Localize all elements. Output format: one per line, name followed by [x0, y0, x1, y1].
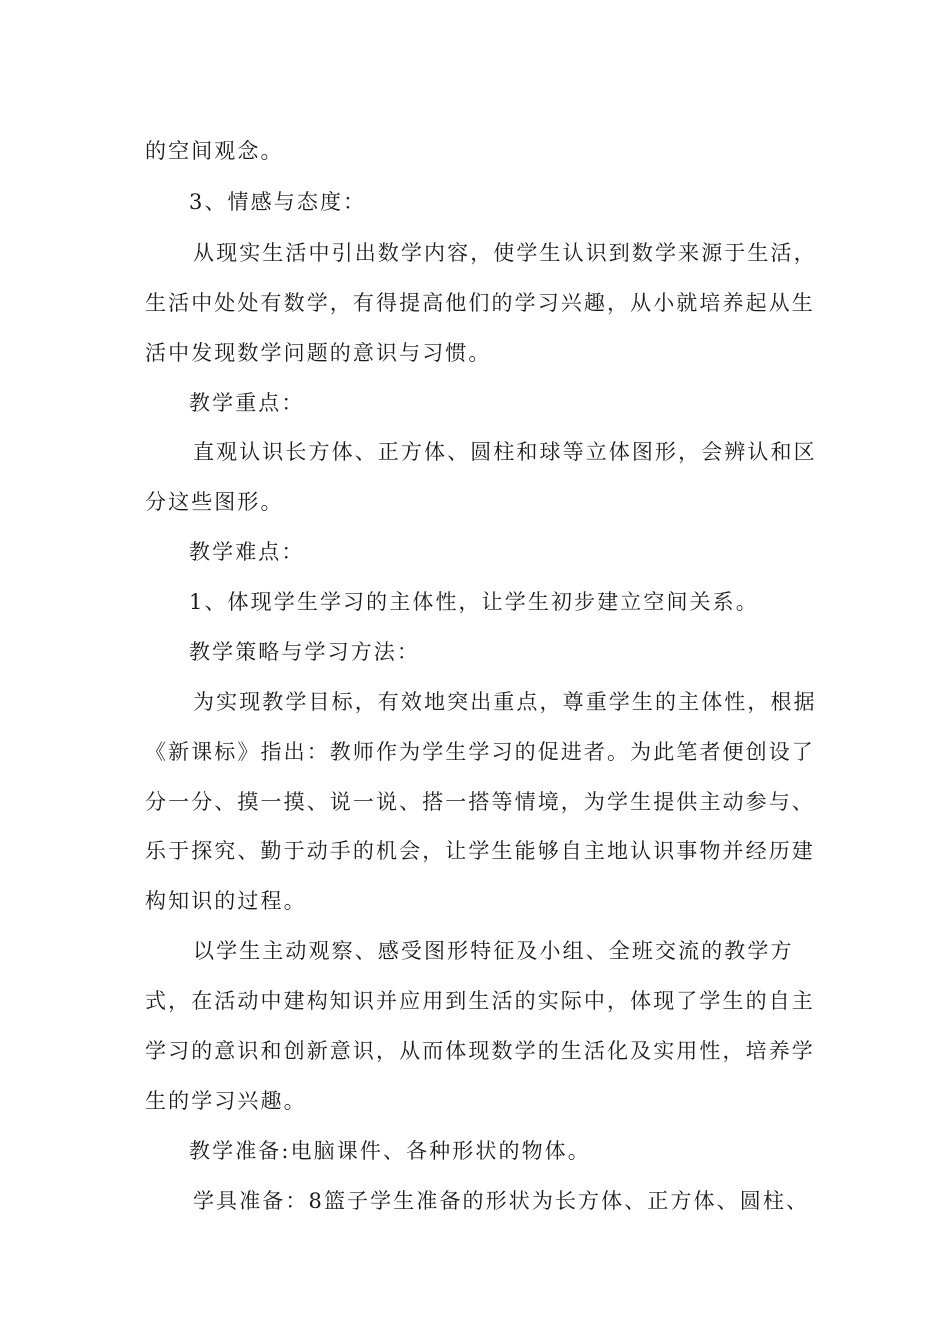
- section-heading-emotion: 3、情感与态度：: [189, 190, 367, 214]
- section-heading-strategy: 教学策略与学习方法：: [189, 640, 420, 664]
- paragraph-line: 活中发现数学问题的意识与习惯。: [145, 341, 492, 365]
- paragraph-line: 式，在活动中建构知识并应用到生活的实际中，体现了学生的自主: [145, 989, 815, 1013]
- paragraph-line-materials-prep: 学具准备：8篮子学生准备的形状为长方体、正方体、圆柱、: [193, 1189, 810, 1213]
- paragraph-line: 的空间观念。: [145, 139, 284, 163]
- paragraph-line: 1、体现学生学习的主体性，让学生初步建立空间关系。: [189, 590, 759, 614]
- paragraph-line-teaching-prep: 教学准备:电脑课件、各种形状的物体。: [189, 1139, 591, 1163]
- paragraph-line: 乐于探究、勤于动手的机会，让学生能够自主地认识事物并经历建: [145, 839, 815, 863]
- paragraph-line: 从现实生活中引出数学内容，使学生认识到数学来源于生活，: [193, 241, 817, 265]
- paragraph-line: 生活中处处有数学，有得提高他们的学习兴趣，从小就培养起从生: [145, 291, 815, 315]
- paragraph-line: 以学生主动观察、感受图形特征及小组、全班交流的教学方: [193, 939, 794, 963]
- paragraph-line: 分这些图形。: [145, 490, 284, 514]
- paragraph-line: 直观认识长方体、正方体、圆柱和球等立体图形，会辨认和区: [193, 440, 817, 464]
- paragraph-line: 学习的意识和创新意识，从而体现数学的生活化及实用性，培养学: [145, 1039, 815, 1063]
- section-heading-key-points: 教学重点：: [189, 391, 305, 415]
- paragraph-line: 为实现教学目标，有效地突出重点，尊重学生的主体性，根据: [193, 690, 817, 714]
- paragraph-line: 生的学习兴趣。: [145, 1089, 307, 1113]
- paragraph-line: 分一分、摸一摸、说一说、搭一搭等情境，为学生提供主动参与、: [145, 790, 815, 814]
- paragraph-line: 构知识的过程。: [145, 889, 307, 913]
- paragraph-line: 《新课标》指出：教师作为学生学习的促进者。为此笔者便创设了: [145, 740, 815, 764]
- section-heading-difficulties: 教学难点：: [189, 540, 305, 564]
